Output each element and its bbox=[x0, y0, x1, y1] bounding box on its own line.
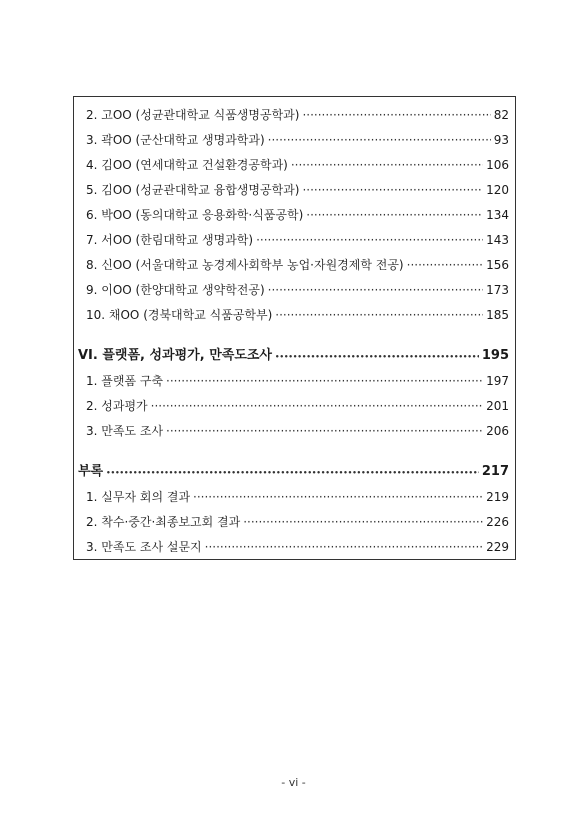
toc-entry-label: 3. 만족도 조사 설문지 bbox=[86, 540, 202, 554]
dot-leader bbox=[256, 233, 483, 247]
toc-entry[interactable] bbox=[86, 106, 509, 123]
toc-section-page: 195 bbox=[481, 348, 509, 363]
dot-leader bbox=[193, 490, 483, 504]
toc-entry[interactable] bbox=[86, 488, 509, 505]
dot-leader bbox=[151, 399, 483, 413]
dot-leader bbox=[268, 133, 491, 147]
toc-entry[interactable] bbox=[86, 538, 509, 555]
dot-leader bbox=[268, 283, 483, 297]
toc-entry-label: 3. 만족도 조사 bbox=[86, 424, 164, 438]
toc-entry[interactable] bbox=[86, 372, 509, 389]
toc-entry-page: 201 bbox=[486, 399, 509, 413]
toc-entry-page: 120 bbox=[486, 183, 509, 197]
toc-entry-label: 2. 고OO (성균관대학교 식품생명공학과) bbox=[86, 108, 300, 122]
dot-leader bbox=[106, 464, 479, 479]
toc-entry-label: 3. 곽OO (군산대학교 생명과학과) bbox=[86, 133, 265, 147]
toc-entry-page: 134 bbox=[486, 208, 509, 222]
dot-leader bbox=[302, 183, 483, 197]
toc-entry[interactable] bbox=[86, 131, 509, 148]
toc-entry-page: 156 bbox=[486, 258, 509, 272]
dot-leader bbox=[166, 374, 483, 388]
toc-entry-page: 229 bbox=[486, 540, 509, 554]
dot-leader bbox=[275, 348, 479, 363]
page-number-footer: - vi - bbox=[281, 776, 306, 789]
toc-entry-label: 1. 플랫폼 구축 bbox=[86, 374, 164, 388]
toc-entry[interactable] bbox=[86, 281, 509, 298]
toc-entry[interactable] bbox=[86, 397, 509, 414]
toc-entry-page: 106 bbox=[486, 158, 509, 172]
dot-leader bbox=[205, 540, 483, 554]
toc-entry-label: 7. 서OO (한림대학교 생명과학) bbox=[86, 233, 254, 247]
toc-entry-label: 9. 이OO (한양대학교 생약학전공) bbox=[86, 283, 265, 297]
toc-entry[interactable] bbox=[86, 513, 509, 530]
toc-entry[interactable] bbox=[86, 231, 509, 248]
toc-entry-label: 4. 김OO (연세대학교 건설환경공학과) bbox=[86, 158, 288, 172]
toc-entry-page: 206 bbox=[486, 424, 509, 438]
toc-entry[interactable] bbox=[86, 181, 509, 198]
dot-leader bbox=[291, 158, 483, 172]
dot-leader bbox=[407, 258, 483, 272]
toc-entry-page: 173 bbox=[486, 283, 509, 297]
toc-entry-page: 226 bbox=[486, 515, 509, 529]
toc-entry-page: 185 bbox=[486, 308, 509, 322]
dot-leader bbox=[243, 515, 483, 529]
toc-section-heading[interactable] bbox=[78, 460, 509, 479]
dot-leader bbox=[302, 108, 490, 122]
toc-entry-label: 6. 박OO (동의대학교 응용화학·식품공학) bbox=[86, 208, 304, 222]
toc-entry-label: 5. 김OO (성균관대학교 융합생명공학과) bbox=[86, 183, 300, 197]
toc-entry[interactable] bbox=[86, 206, 509, 223]
toc-entry-page: 93 bbox=[493, 133, 509, 147]
toc-entry-page: 143 bbox=[486, 233, 509, 247]
toc-entry[interactable] bbox=[86, 306, 509, 323]
toc-entry[interactable] bbox=[86, 156, 509, 173]
toc-entry-page: 219 bbox=[486, 490, 509, 504]
toc-section-heading[interactable] bbox=[78, 344, 509, 363]
toc-entry-label: 8. 신OO (서울대학교 농경제사회학부 농업·자원경제학 전공) bbox=[86, 258, 404, 272]
toc-section-title: VI. 플랫폼, 성과평가, 만족도조사 bbox=[78, 348, 272, 363]
toc-entry-page: 197 bbox=[486, 374, 509, 388]
dot-leader bbox=[166, 424, 483, 438]
toc-entry[interactable] bbox=[86, 256, 509, 273]
toc-entry[interactable] bbox=[86, 422, 509, 439]
toc-entry-label: 2. 성과평가 bbox=[86, 399, 148, 413]
toc-section-page: 217 bbox=[481, 464, 509, 479]
toc-entry-label: 1. 실무자 회의 결과 bbox=[86, 490, 191, 504]
toc-entry-label: 10. 채OO (경북대학교 식품공학부) bbox=[86, 308, 273, 322]
toc-entry-label: 2. 착수·중간·최종보고회 결과 bbox=[86, 515, 241, 529]
toc-entry-page: 82 bbox=[493, 108, 509, 122]
toc-section-title: 부록 bbox=[78, 464, 104, 479]
dot-leader bbox=[275, 308, 483, 322]
dot-leader bbox=[306, 208, 483, 222]
